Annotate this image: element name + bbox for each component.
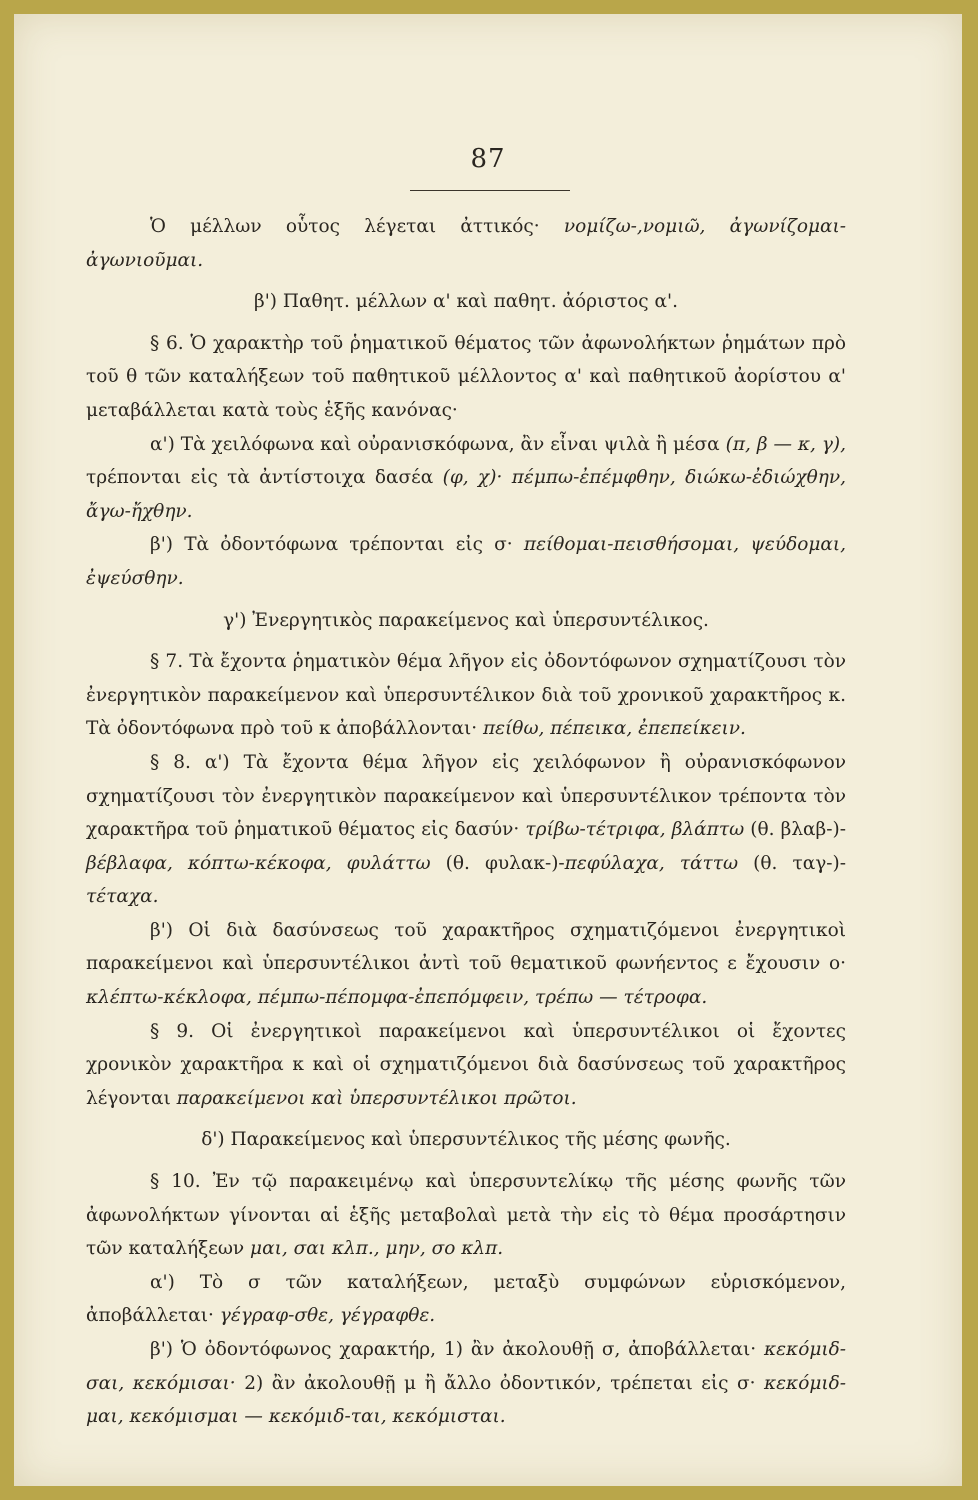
paragraph-section-6b: β') Τὰ ὀδοντόφωνα τρέπονται εἰς σ· πείθομαι-πεισθήσομαι, ψεύδομαι, ἐψεύσθην. (86, 534, 846, 589)
heading-gamma: γ') Ἐνεργητικὸς παρακείμενος καὶ ὑπερσυντέλικος. (223, 609, 709, 631)
body-text (86, 210, 846, 1434)
paragraph-section-10b: β') Ὁ ὀδοντόφωνος χαρακτήρ, 1) ἂν ἀκολουθῇ σ, ἀποβάλλεται· κεκόμιδ-σαι, κεκόμισαι· 2) ἂν ἀκολουθῇ μ ἢ ἄλλο ὀδοντικόν, τρέπεται εἰς σ· κεκόμιδ-μαι, κεκόμισμαι — κεκόμιδ-ται, κεκόμισται. (86, 1339, 846, 1428)
heading-beta: β') Παθητ. μέλλων α' καὶ παθητ. ἀόριστος α'. (254, 291, 678, 313)
paragraph-section-7: § 7. Τὰ ἔχοντα ῥηματικὸν θέμα λῆγον εἰς ὀδοντόφωνον σχηματίζουσι τὸν ἐνεργητικὸν παρακείμενον καὶ ὑπερσυντέλικον διὰ τοῦ χρονικοῦ χαρακτῆρος κ. Τὰ ὀδοντόφωνα πρὸ τοῦ κ ἀποβάλλονται· πείθω, πέπεικα, ἐπεπείκειν. (86, 651, 846, 740)
paragraph-section-8b: β') Οἱ διὰ δασύνσεως τοῦ χαρακτῆρος σχηματιζόμενοι ἐνεργητικοὶ παρακείμενοι καὶ ὑπερσυντέλικοι ἀντὶ τοῦ θεματικοῦ φωνήεντος ε ἔχουσιν ο· κλέπτω-κέκλοφα, πέμπω-πέπομφα-ἐπεπόμφειν, τρέπω — τέτροφα. (86, 919, 846, 1009)
page-number-rule (410, 190, 570, 191)
paragraph-section-8a: § 8. α') Τὰ ἔχοντα θέμα λῆγον εἰς χειλόφωνον ἢ οὐρανισκόφωνον σχηματίζουσι τὸν ἐνεργητικὸν παρακείμενον καὶ ὑπερσυντέλικον τρέποντα τὸν χαρακτῆρα τοῦ ῥηματικοῦ θέματος εἰς δασύν· τρίβω-τέτριφα, βλάπτω (θ. βλαβ-)-βέβλαφα, κόπτω-κέκοφα, φυλάττω (θ. φυλακ-)-πεφύλαχα, τάττω (θ. ταγ-)-τέταχα. (86, 751, 846, 908)
paragraph-section-6: § 6. Ὁ χαρακτὴρ τοῦ ῥηματικοῦ θέματος τῶν ἀφωνολήκτων ῥημάτων πρὸ τοῦ θ τῶν καταλήξεων τοῦ παθητικοῦ μέλλοντος α' καὶ παθητικοῦ ἀορίστου α' μεταβάλλεται κατὰ τοὺς ἑξῆς κανόνας· (86, 332, 846, 421)
paragraph-section-9: § 9. Οἱ ἐνεργητικοὶ παρακείμενοι καὶ ὑπερσυντέλικοι οἱ ἔχοντες χρονικὸν χαρακτῆρα κ καὶ οἱ σχηματιζόμενοι διὰ δασύνσεως τοῦ χαρακτῆρος λέγονται παρακείμενοι καὶ ὑπερσυντέλικοι πρῶτοι. (86, 1020, 846, 1109)
paragraph-section-10a: α') Τὸ σ τῶν καταλήξεων, μεταξὺ συμφώνων εὑρισκόμενον, ἀποβάλλεται· γέγραφ-σθε, γέγραφθε. (86, 1271, 846, 1327)
book-page (14, 14, 962, 1486)
paragraph-section-10: § 10. Ἐν τῷ παρακειμένῳ καὶ ὑπερσυντελίκῳ τῆς μέσης φωνῆς τῶν ἀφωνολήκτων γίνονται αἱ ἑξῆς μεταβολαὶ μετὰ τὴν εἰς τὸ θέμα προσάρτησιν τῶν καταλήξεων μαι, σαι κλπ., μην, σο κλπ. (86, 1171, 846, 1260)
page-number: 87 (470, 144, 506, 174)
paragraph-future-attic: Ὁ μέλλων οὗτος λέγεται ἀττικός· νομίζω-,νομιῶ, ἀγωνίζομαι-ἀγωνιοῦμαι. (86, 216, 846, 271)
paragraph-section-6a: α') Τὰ χειλόφωνα καὶ οὐρανισκόφωνα, ἂν εἶναι ψιλὰ ἢ μέσα (π, β — κ, γ), τρέπονται εἰς τὰ ἀντίστοιχα δασέα (φ, χ)· πέμπω-ἐπέμφθην, διώκω-ἐδιώχθην, ἄγω-ἤχθην. (86, 433, 846, 522)
heading-delta: δ') Παρακείμενος καὶ ὑπερσυντέλικος τῆς μέσης φωνῆς. (201, 1129, 731, 1151)
